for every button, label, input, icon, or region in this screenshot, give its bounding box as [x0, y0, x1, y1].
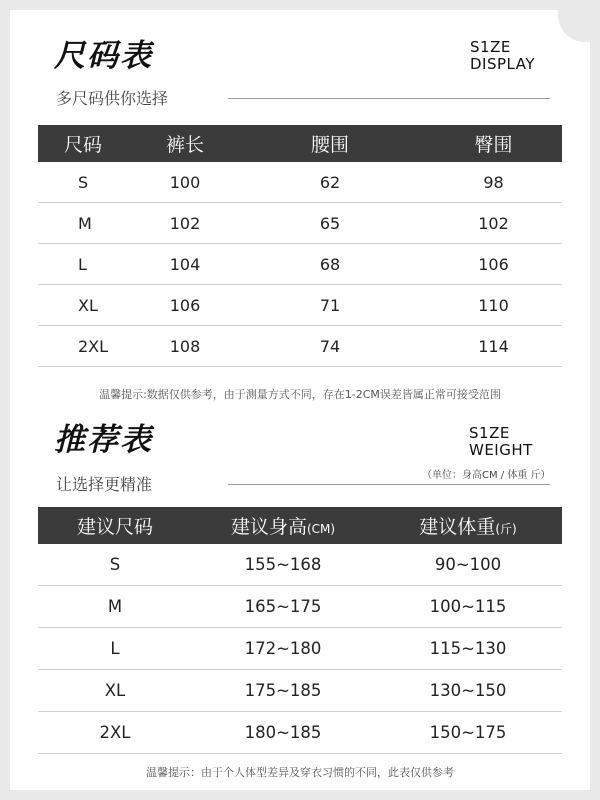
- height-cell: 175~185: [192, 670, 374, 712]
- size-cell: L: [38, 628, 192, 670]
- size-cell: S: [38, 162, 135, 203]
- header-suggested-weight-label: 建议体重: [419, 516, 496, 538]
- weight-cell: 130~150: [374, 670, 562, 712]
- hip-cell: 98: [425, 162, 562, 203]
- divider-line: [228, 484, 550, 485]
- hip-cell: 106: [425, 244, 562, 285]
- header-size: 尺码: [38, 125, 135, 162]
- table-row: [38, 670, 562, 712]
- size-table-subtitle: 多尺码供你选择: [56, 89, 169, 108]
- recommend-en-label: [469, 425, 533, 459]
- header-suggested-height: [192, 507, 374, 544]
- table-row: [38, 203, 562, 244]
- size-en-line1: S1ZE: [470, 38, 511, 56]
- height-cell: 172~180: [192, 628, 374, 670]
- weight-cell: 150~175: [374, 712, 562, 754]
- size-cell: 2XL: [38, 326, 135, 367]
- header-suggested-height-label: 建议身高: [230, 516, 307, 538]
- table-row: [38, 712, 562, 754]
- size-en-label: [470, 39, 535, 73]
- waist-cell: 71: [235, 285, 425, 326]
- table-row: [38, 586, 562, 628]
- hip-cell: 110: [425, 285, 562, 326]
- size-table-header-row: [38, 125, 562, 162]
- length-cell: 100: [135, 162, 235, 203]
- size-table: [38, 125, 562, 367]
- table-row: [38, 326, 562, 367]
- waist-cell: 68: [235, 244, 425, 285]
- recommend-table-note: 温馨提示：由于个人体型差异及穿衣习惯的不同，此表仅供参考: [146, 766, 454, 779]
- table-row: [38, 162, 562, 203]
- waist-cell: 65: [235, 203, 425, 244]
- waist-cell: 62: [235, 162, 425, 203]
- height-cell: 165~175: [192, 586, 374, 628]
- recommend-table-title: 推荐表: [54, 422, 153, 458]
- length-cell: 108: [135, 326, 235, 367]
- height-unit: (CM): [306, 522, 336, 536]
- size-cell: XL: [38, 285, 135, 326]
- weight-unit: (斤): [495, 522, 517, 536]
- waist-cell: 74: [235, 326, 425, 367]
- size-table-note: 温馨提示:数据仅供参考，由于测量方式不同，存在1-2CM误差皆属正常可接受范围: [99, 388, 501, 401]
- length-cell: 102: [135, 203, 235, 244]
- size-cell: 2XL: [38, 712, 192, 754]
- header-suggested-size-label: 建议尺码: [76, 516, 153, 538]
- size-table-title: 尺码表: [54, 38, 153, 74]
- hip-cell: 102: [425, 203, 562, 244]
- weight-cell: 100~115: [374, 586, 562, 628]
- table-row: [38, 244, 562, 285]
- table-row: [38, 544, 562, 586]
- hip-cell: 114: [425, 326, 562, 367]
- table-row: [38, 285, 562, 326]
- table-row: [38, 628, 562, 670]
- size-cell: M: [38, 586, 192, 628]
- length-cell: 106: [135, 285, 235, 326]
- header-waist: 腰围: [235, 125, 425, 162]
- height-cell: 180~185: [192, 712, 374, 754]
- divider-line: [228, 98, 550, 99]
- size-cell: L: [38, 244, 135, 285]
- corner-notch: [558, 0, 600, 42]
- header-hip: 臀围: [425, 125, 562, 162]
- size-en-line2: DISPLAY: [470, 55, 536, 73]
- header-suggested-weight: [374, 507, 562, 544]
- recommend-table-header-row: [38, 507, 562, 544]
- size-cell: S: [38, 544, 192, 586]
- header-suggested-size: [38, 507, 192, 544]
- height-cell: 155~168: [192, 544, 374, 586]
- recommend-en-line1: S1ZE: [469, 424, 510, 442]
- weight-cell: 115~130: [374, 628, 562, 670]
- header-pants-length: 裤长: [135, 125, 235, 162]
- recommend-en-line2: WEIGHT: [469, 441, 533, 459]
- size-chart-card: [10, 10, 590, 790]
- length-cell: 104: [135, 244, 235, 285]
- unit-note: （单位：身高CM / 体重 斤）: [422, 470, 551, 481]
- recommend-table: [38, 507, 562, 754]
- weight-cell: 90~100: [374, 544, 562, 586]
- size-cell: XL: [38, 670, 192, 712]
- size-cell: M: [38, 203, 135, 244]
- recommend-table-subtitle: 让选择更精准: [56, 475, 153, 494]
